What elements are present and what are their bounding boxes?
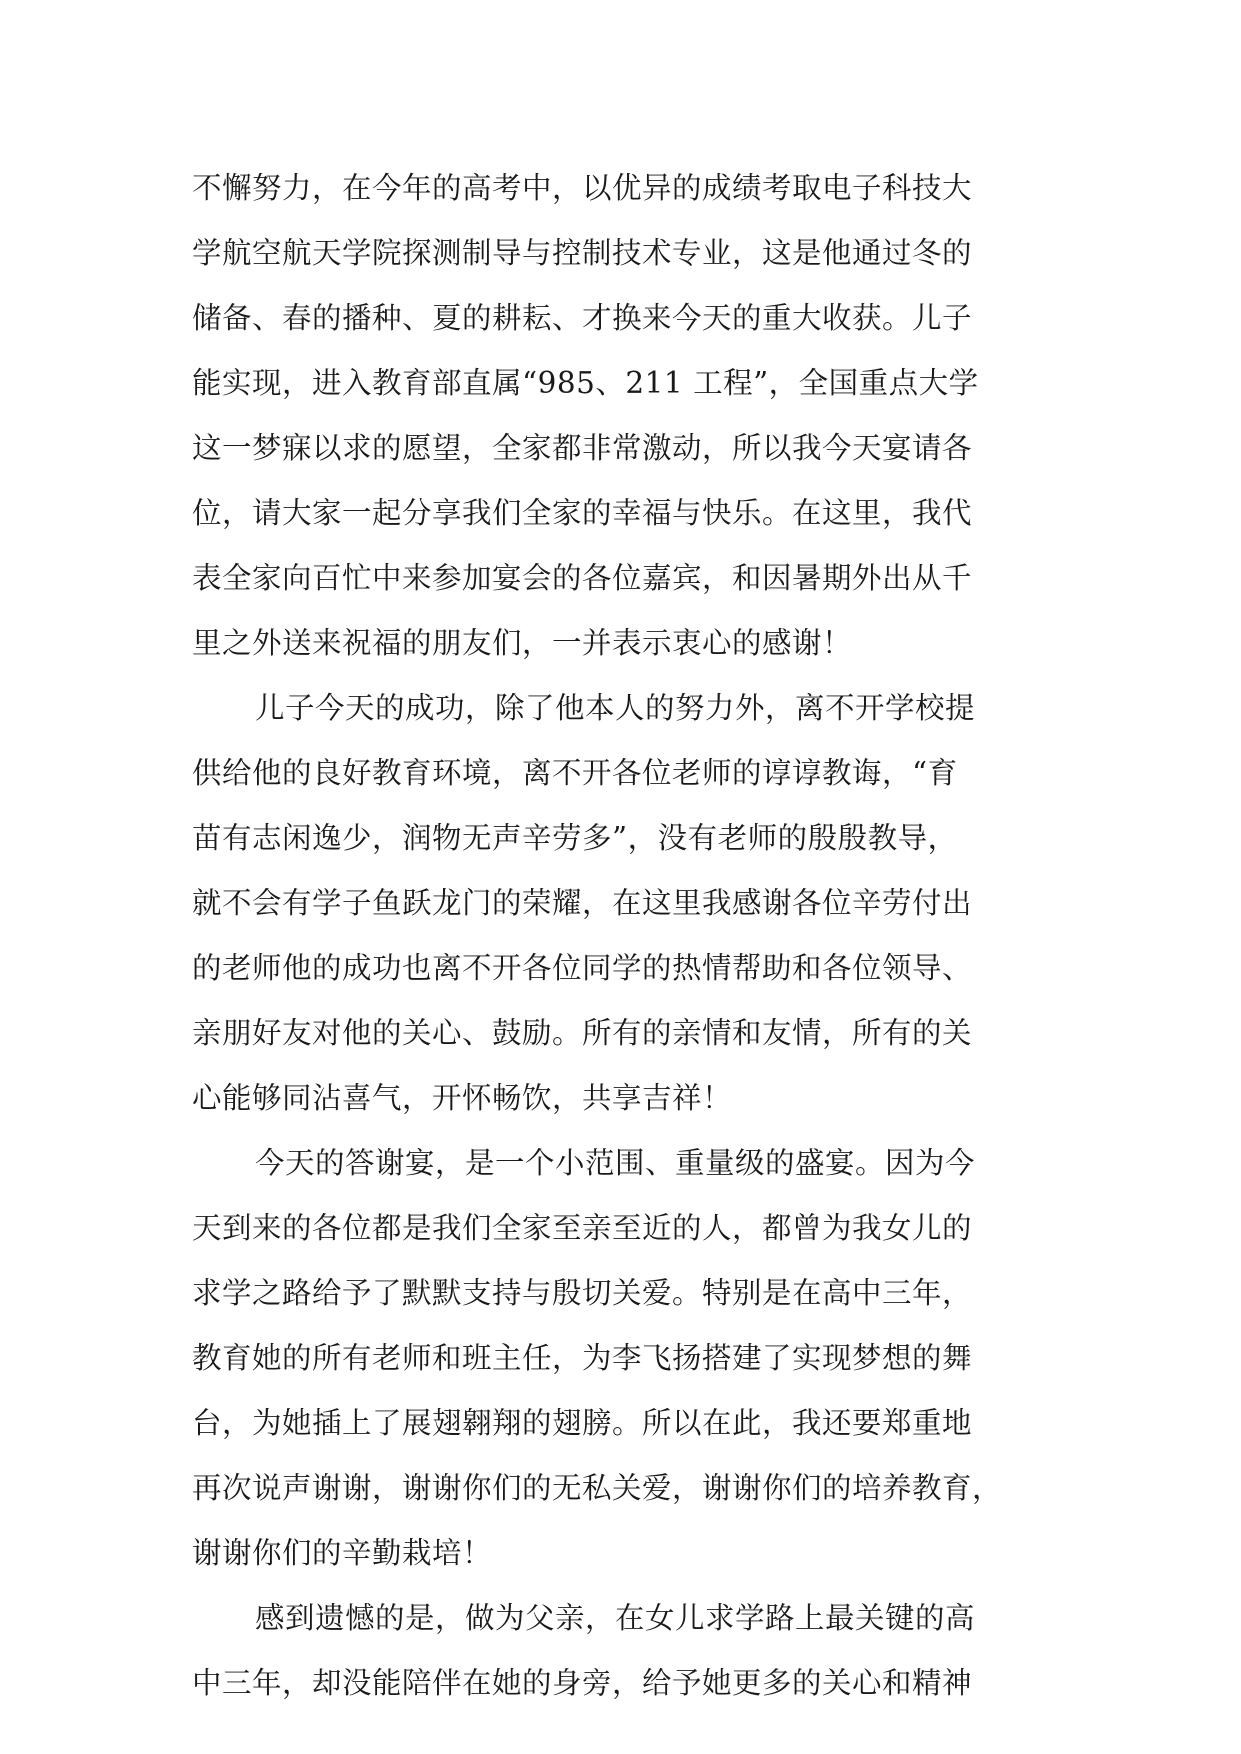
text-line: 的老师他的成功也离不开各位同学的热情帮助和各位领导、 [192, 951, 973, 985]
text-line: 台，为她插上了展翅翱翔的翅膀。所以在此，我还要郑重地 [192, 1406, 973, 1440]
paragraph-first-line: 儿子今天的成功，除了他本人的努力外，离不开学校提 [255, 691, 976, 725]
body-text [192, 156, 1072, 1716]
text-line: 表全家向百忙中来参加宴会的各位嘉宾，和因暑期外出从千 [192, 561, 973, 595]
text-line: 里之外送来祝福的朋友们，一并表示衷心的感谢！ [192, 626, 853, 660]
text-line: 亲朋好友对他的关心、鼓励。所有的亲情和友情，所有的关 [192, 1016, 973, 1050]
text-line: 天到来的各位都是我们全家至亲至近的人，都曾为我女儿的 [192, 1211, 973, 1245]
text-line: 储备、春的播种、夏的耕耘、才换来今天的重大收获。儿子 [192, 301, 973, 335]
text-line: 学航空航天学院探测制导与控制技术专业，这是他通过冬的 [192, 236, 973, 270]
text-line: 心能够同沾喜气，开怀畅饮，共享吉祥！ [192, 1081, 733, 1115]
text-line: 苗有志闲逸少，润物无声辛劳多”，没有老师的殷殷教导， [192, 821, 958, 855]
text-line: 不懈努力，在今年的高考中，以优异的成绩考取电子科技大 [192, 171, 973, 205]
paragraph-first-line: 感到遗憾的是，做为父亲，在女儿求学路上最关键的高 [255, 1601, 976, 1635]
text-line: 教育她的所有老师和班主任，为李飞扬搭建了实现梦想的舞 [192, 1341, 973, 1375]
text-line: 中三年，却没能陪伴在她的身旁，给予她更多的关心和精神 [192, 1666, 973, 1700]
text-line: 谢谢你们的辛勤栽培！ [192, 1536, 493, 1570]
text-line: 再次说声谢谢，谢谢你们的无私关爱，谢谢你们的培养教育， [192, 1471, 1003, 1505]
text-line: 供给他的良好教育环境，离不开各位老师的谆谆教诲，“育 [192, 756, 958, 790]
text-line: 这一梦寐以求的愿望，全家都非常激动，所以我今天宴请各 [192, 431, 973, 465]
paragraph-first-line: 今天的答谢宴，是一个小范围、重量级的盛宴。因为今 [255, 1146, 976, 1180]
text-line: 就不会有学子鱼跃龙门的荣耀，在这里我感谢各位辛劳付出 [192, 886, 973, 920]
text-line: 能实现，进入教育部直属“985、211 工程”，全国重点大学 [192, 366, 979, 400]
text-line: 求学之路给予了默默支持与殷切关爱。特别是在高中三年， [192, 1276, 973, 1310]
text-line: 位，请大家一起分享我们全家的幸福与快乐。在这里，我代 [192, 496, 973, 530]
